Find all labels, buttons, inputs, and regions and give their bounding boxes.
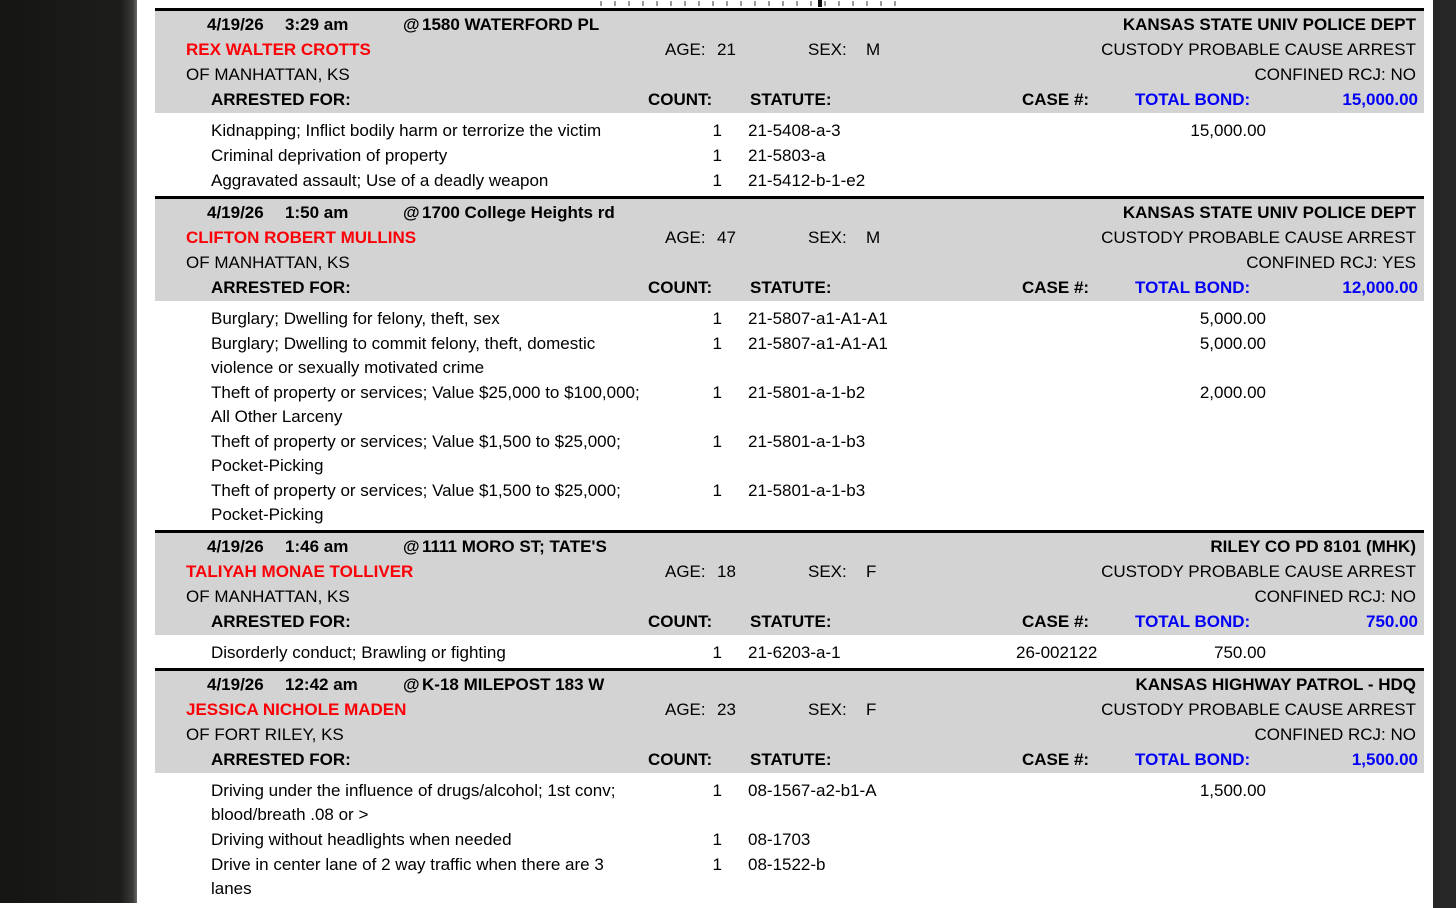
custody-status: CUSTODY PROBABLE CAUSE ARREST — [1101, 228, 1416, 247]
record-header-row-4 — [155, 609, 1424, 634]
charge-description: Aggravated assault; Use of a deadly weapon — [211, 171, 549, 190]
charge-statute: 21-5801-a-1-b3 — [748, 481, 866, 500]
charge-statute: 08-1522-b — [748, 855, 826, 874]
charge-statute: 21-5801-a-1-b3 — [748, 432, 866, 451]
record-header-band — [155, 533, 1424, 635]
confined-status: CONFINED RCJ: NO — [1254, 587, 1416, 606]
charge-statute: 08-1703 — [748, 830, 811, 849]
charge-count: 1 — [712, 781, 722, 800]
charge-count: 1 — [712, 855, 722, 874]
case-column-header: CASE #: — [1022, 278, 1090, 297]
record-header-row-3 — [155, 250, 1424, 275]
charge-statute: 21-5408-a-3 — [748, 121, 841, 140]
charge-bond-amount: 750.00 — [1214, 643, 1266, 662]
viewer-right-margin-bar — [1433, 0, 1456, 908]
count-column-header: COUNT: — [648, 750, 713, 769]
charge-description: Burglary; Dwelling for felony, theft, sex — [211, 309, 500, 328]
charge-description: Driving without headlights when needed — [211, 830, 512, 849]
statute-column-header: STATUTE: — [750, 750, 832, 769]
charges-list — [155, 635, 1424, 668]
charge-row — [155, 430, 1424, 478]
custody-status: CUSTODY PROBABLE CAUSE ARREST — [1101, 562, 1416, 581]
arrestee-name: JESSICA NICHOLE MADEN — [186, 700, 407, 719]
custody-status: CUSTODY PROBABLE CAUSE ARREST — [1101, 40, 1416, 59]
charge-case-number: 26-002122 — [1016, 643, 1098, 662]
record-header-band — [155, 671, 1424, 773]
charges-list — [155, 113, 1424, 196]
count-column-header: COUNT: — [648, 90, 713, 109]
record-block — [155, 8, 1424, 196]
charge-bond-amount: 1,500.00 — [1199, 781, 1266, 800]
age-label: AGE: — [665, 562, 706, 581]
at-symbol: @ — [403, 675, 420, 694]
charge-count: 1 — [712, 171, 722, 190]
sex-value: F — [866, 700, 877, 719]
record-agency: KANSAS STATE UNIV POLICE DEPT — [1122, 15, 1416, 34]
total-bond-value: 12,000.00 — [1342, 278, 1418, 297]
charge-row — [155, 641, 1424, 665]
arrested-for-label: ARRESTED FOR: — [211, 90, 351, 109]
record-header-row-2 — [155, 559, 1424, 584]
record-header-row-1 — [155, 534, 1424, 559]
arrestee-name: REX WALTER CROTTS — [186, 40, 371, 59]
statute-column-header: STATUTE: — [750, 612, 832, 631]
charge-bond-amount: 15,000.00 — [1190, 121, 1266, 140]
charge-row — [155, 779, 1424, 827]
total-bond-value: 1,500.00 — [1351, 750, 1418, 769]
charge-row — [155, 307, 1424, 331]
case-column-header: CASE #: — [1022, 750, 1090, 769]
age-label: AGE: — [665, 40, 706, 59]
record-date: 4/19/26 — [207, 537, 264, 556]
charge-row — [155, 144, 1424, 168]
record-agency: RILEY CO PD 8101 (MHK) — [1210, 537, 1416, 556]
confined-status: CONFINED RCJ: NO — [1254, 725, 1416, 744]
record-header-row-3 — [155, 722, 1424, 747]
sex-label: SEX: — [808, 228, 847, 247]
charge-description: Kidnapping; Inflict bodily harm or terrorize the victim — [211, 121, 602, 140]
age-value: 21 — [717, 40, 736, 59]
arrested-for-label: ARRESTED FOR: — [211, 278, 351, 297]
charge-row — [155, 853, 1424, 901]
record-date: 4/19/26 — [207, 203, 264, 222]
record-header-row-1 — [155, 200, 1424, 225]
total-bond-label: TOTAL BOND: — [1135, 278, 1251, 297]
record-address: 1111 MORO ST; TATE'S — [422, 537, 607, 556]
charge-row — [155, 479, 1424, 527]
charges-list — [155, 301, 1424, 530]
total-bond-label: TOTAL BOND: — [1135, 90, 1251, 109]
charge-bond-amount: 5,000.00 — [1199, 309, 1266, 328]
age-label: AGE: — [665, 228, 706, 247]
residence: OF MANHATTAN, KS — [186, 587, 350, 606]
record-header-row-1 — [155, 12, 1424, 37]
record-header-row-2 — [155, 225, 1424, 250]
charge-description: Disorderly conduct; Brawling or fighting — [211, 643, 506, 662]
record-header-row-1 — [155, 672, 1424, 697]
charge-row — [155, 828, 1424, 852]
record-agency: KANSAS HIGHWAY PATROL - HDQ — [1135, 675, 1416, 694]
charge-count: 1 — [712, 146, 722, 165]
sex-value: F — [866, 562, 877, 581]
record-address: 1580 WATERFORD PL — [422, 15, 600, 34]
charge-count: 1 — [712, 309, 722, 328]
at-symbol: @ — [403, 15, 420, 34]
record-time: 3:29 am — [285, 15, 349, 34]
at-symbol: @ — [403, 203, 420, 222]
count-column-header: COUNT: — [648, 278, 713, 297]
charge-description: Burglary; Dwelling to commit felony, theft, domestic violence or sexually motivated crime — [211, 334, 596, 377]
charge-row — [155, 381, 1424, 429]
record-header-band — [155, 11, 1424, 113]
charge-count: 1 — [712, 432, 722, 451]
at-symbol: @ — [403, 537, 420, 556]
charge-row — [155, 119, 1424, 143]
total-bond-label: TOTAL BOND: — [1135, 750, 1251, 769]
record-header-row-2 — [155, 697, 1424, 722]
record-date: 4/19/26 — [207, 675, 264, 694]
charge-statute: 21-5412-b-1-e2 — [748, 171, 866, 190]
record-header-band — [155, 199, 1424, 301]
age-value: 47 — [717, 228, 736, 247]
charge-description: Theft of property or services; Value $1,500 to $25,000; Pocket-Picking — [211, 481, 621, 524]
charge-count: 1 — [712, 121, 722, 140]
sex-value: M — [866, 228, 881, 247]
viewer-left-margin-bar — [0, 0, 137, 903]
age-value: 18 — [717, 562, 736, 581]
charge-description: Criminal deprivation of property — [211, 146, 448, 165]
statute-column-header: STATUTE: — [750, 90, 832, 109]
charge-description: Drive in center lane of 2 way traffic when there are 3 lanes — [211, 855, 604, 898]
confined-status: CONFINED RCJ: YES — [1246, 253, 1416, 272]
record-block — [155, 196, 1424, 530]
sex-value: M — [866, 40, 881, 59]
charge-statute: 21-5807-a1-A1-A1 — [748, 334, 888, 353]
record-time: 1:46 am — [285, 537, 349, 556]
arrestee-name: CLIFTON ROBERT MULLINS — [186, 228, 417, 247]
charge-row — [155, 332, 1424, 380]
sex-label: SEX: — [808, 40, 847, 59]
record-header-row-2 — [155, 37, 1424, 62]
record-date: 4/19/26 — [207, 15, 264, 34]
charge-count: 1 — [712, 383, 722, 402]
charge-count: 1 — [712, 643, 722, 662]
record-agency: KANSAS STATE UNIV POLICE DEPT — [1122, 203, 1416, 222]
count-column-header: COUNT: — [648, 612, 713, 631]
charge-count: 1 — [712, 481, 722, 500]
arrestee-name: TALIYAH MONAE TOLLIVER — [186, 562, 414, 581]
record-header-row-3 — [155, 62, 1424, 87]
total-bond-value: 15,000.00 — [1342, 90, 1418, 109]
record-address: K-18 MILEPOST 183 W — [422, 675, 605, 694]
record-header-row-4 — [155, 275, 1424, 300]
charge-description: Theft of property or services; Value $1,500 to $25,000; Pocket-Picking — [211, 432, 621, 475]
confined-status: CONFINED RCJ: NO — [1254, 65, 1416, 84]
charge-row — [155, 169, 1424, 193]
charge-statute: 21-5807-a1-A1-A1 — [748, 309, 888, 328]
charges-list — [155, 773, 1424, 904]
age-value: 23 — [717, 700, 736, 719]
age-label: AGE: — [665, 700, 706, 719]
record-header-row-3 — [155, 584, 1424, 609]
sex-label: SEX: — [808, 700, 847, 719]
record-header-row-4 — [155, 87, 1424, 112]
charge-bond-amount: 5,000.00 — [1199, 334, 1266, 353]
charge-statute: 21-5803-a — [748, 146, 826, 165]
residence: OF MANHATTAN, KS — [186, 65, 350, 84]
charge-count: 1 — [712, 830, 722, 849]
charge-bond-amount: 2,000.00 — [1199, 383, 1266, 402]
arrest-records-list — [155, 0, 1424, 904]
charge-statute: 21-6203-a-1 — [748, 643, 841, 662]
charge-count: 1 — [712, 334, 722, 353]
arrested-for-label: ARRESTED FOR: — [211, 750, 351, 769]
total-bond-label: TOTAL BOND: — [1135, 612, 1251, 631]
record-block — [155, 530, 1424, 668]
custody-status: CUSTODY PROBABLE CAUSE ARREST — [1101, 700, 1416, 719]
record-address: 1700 College Heights rd — [422, 203, 615, 222]
arrested-for-label: ARRESTED FOR: — [211, 612, 351, 631]
charge-statute: 21-5801-a-1-b2 — [748, 383, 866, 402]
record-header-row-4 — [155, 747, 1424, 772]
total-bond-value: 750.00 — [1366, 612, 1418, 631]
sex-label: SEX: — [808, 562, 847, 581]
record-time: 1:50 am — [285, 203, 349, 222]
record-block — [155, 668, 1424, 904]
residence: OF FORT RILEY, KS — [186, 725, 344, 744]
residence: OF MANHATTAN, KS — [186, 253, 350, 272]
arrest-report-document — [155, 0, 1424, 908]
case-column-header: CASE #: — [1022, 612, 1090, 631]
charge-description: Driving under the influence of drugs/alcohol; 1st conv; blood/breath .08 or > — [211, 781, 616, 824]
charge-description: Theft of property or services; Value $25,000 to $100,000; All Other Larceny — [211, 383, 640, 426]
statute-column-header: STATUTE: — [750, 278, 832, 297]
charge-statute: 08-1567-a2-b1-A — [748, 781, 877, 800]
case-column-header: CASE #: — [1022, 90, 1090, 109]
record-time: 12:42 am — [285, 675, 358, 694]
